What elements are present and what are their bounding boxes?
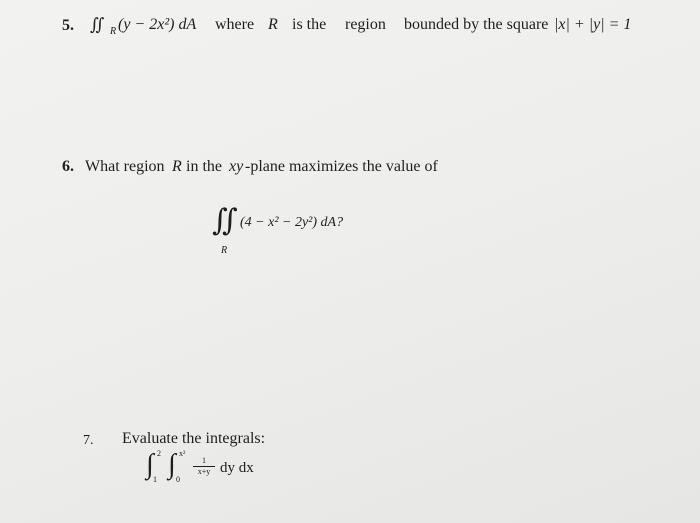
problem-5-integrand: (y − 2x²) dA (118, 16, 197, 33)
problem-6-integrand: (4 − x² − 2y²) dA? (240, 215, 344, 230)
problem-7-outer-lower-limit: 1 (153, 475, 157, 484)
problem-6-plane-var: xy (229, 158, 244, 175)
problem-7-number: 7. (83, 433, 94, 448)
problem-7-fraction (193, 456, 215, 477)
problem-6-question-pre: What region (85, 158, 165, 175)
problem-5-region-word: region (345, 16, 386, 33)
problem-6-number: 6. (62, 158, 74, 175)
problem-5-region-var: R (268, 16, 278, 33)
problem-6-in-the: in the (186, 158, 222, 175)
problem-7-fraction-numerator: 1 (193, 456, 215, 467)
problem-7-fraction-denominator: x+y (197, 467, 211, 476)
problem-7-outer-upper-limit: 2 (157, 449, 161, 458)
problem-5-integral-sign: ∬ (90, 15, 105, 34)
problem-5-bounded-text: bounded by the square (404, 16, 549, 33)
problem-7-inner-upper-limit: x² (179, 449, 186, 458)
problem-6-question-post: -plane maximizes the value of (245, 158, 438, 175)
problem-7-inner-lower-limit: 0 (176, 475, 180, 484)
problem-5-number: 5. (62, 17, 74, 34)
problem-5-integral-region: R (110, 26, 117, 37)
problem-5-where: where (215, 16, 255, 33)
problem-6-integral-region: R (221, 245, 228, 256)
problem-6-integral-sign: ∬ (212, 204, 238, 237)
problem-6-region-var: R (172, 158, 182, 175)
problem-7-outer-integral-sign: ∫ (146, 449, 154, 480)
problem-5-condition: |x| + |y| = 1 (554, 16, 632, 33)
problem-7-differentials: dy dx (220, 460, 254, 476)
problem-7-heading: Evaluate the integrals: (122, 430, 266, 447)
problem-5-is-the: is the (292, 16, 327, 33)
problem-7-inner-integral-sign: ∫ (168, 449, 176, 480)
